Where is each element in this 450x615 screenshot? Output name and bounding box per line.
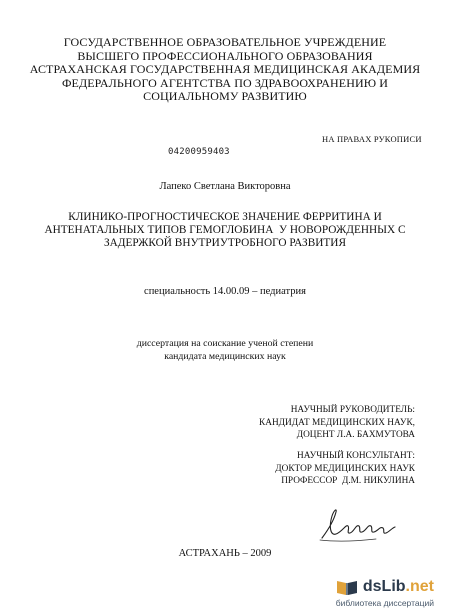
degree-statement <box>0 337 450 363</box>
institution-line: СОЦИАЛЬНОМУ РАЗВИТИЮ <box>143 89 307 103</box>
dissertation-title <box>0 211 450 249</box>
title-line: КЛИНИКО-ПРОГНОСТИЧЕСКОЕ ЗНАЧЕНИЕ ФЕРРИТИНА И <box>68 211 382 223</box>
institution-header <box>0 36 450 104</box>
watermark-brand-main: dsLib <box>362 578 406 595</box>
title-line: АНТЕНАТАЛЬНЫХ ТИПОВ ГЕМОГЛОБИНА У НОВОРОЖДЕННЫХ С <box>44 223 406 236</box>
book-logo-icon <box>335 577 359 597</box>
consultant-line: НАУЧНЫЙ КОНСУЛЬТАНТ: <box>297 451 415 461</box>
consultant-line: ДОКТОР МЕДИЦИНСКИХ НАУК <box>275 463 415 474</box>
handwritten-signature <box>318 500 398 545</box>
institution-line: ФЕДЕРАЛЬНОГО АГЕНТСТВА ПО ЗДРАВООХРАНЕНИЮ И <box>61 75 389 90</box>
specialty: специальность 14.00.09 – педиатрия <box>144 286 306 297</box>
dslib-watermark <box>304 577 434 611</box>
scientific-supervisor <box>259 404 415 442</box>
manuscript-rights-note: НА ПРАВАХ РУКОПИСИ <box>322 134 422 144</box>
archive-number: 04200959403 <box>168 147 230 157</box>
city-year: АСТРАХАНЬ – 2009 <box>178 548 272 559</box>
watermark-brand <box>335 577 434 597</box>
author-name: Лапеко Светлана Викторовна <box>159 181 291 192</box>
watermark-brand-tld: .net <box>405 578 434 595</box>
scientific-consultant <box>275 450 415 488</box>
watermark-subtitle: библиотека диссертаций <box>335 598 434 608</box>
degree-line: кандидата медицинских наук <box>164 351 286 362</box>
watermark-brand-text <box>363 578 434 596</box>
supervisor-line: ДОЦЕНТ Л.А. БАХМУТОВА <box>296 430 415 441</box>
title-line: ЗАДЕРЖКОЙ ВНУТРИУТРОБНОГО РАЗВИТИЯ <box>103 236 347 249</box>
supervisor-line: НАУЧНЫЙ РУКОВОДИТЕЛЬ: <box>290 405 415 415</box>
degree-line: диссертация на соискание ученой степени <box>136 338 314 349</box>
supervisor-line: КАНДИДАТ МЕДИЦИНСКИХ НАУК, <box>259 417 415 428</box>
institution-line: ВЫСШЕГО ПРОФЕССИОНАЛЬНОГО ОБРАЗОВАНИЯ <box>77 48 373 63</box>
institution-line: ГОСУДАРСТВЕННОЕ ОБРАЗОВАТЕЛЬНОЕ УЧРЕЖДЕНИЕ <box>63 35 387 49</box>
institution-line: АСТРАХАНСКАЯ ГОСУДАРСТВЕННАЯ МЕДИЦИНСКАЯ АКАДЕМИЯ <box>29 62 421 76</box>
consultant-line: ПРОФЕССОР Д.М. НИКУЛИНА <box>281 476 415 487</box>
